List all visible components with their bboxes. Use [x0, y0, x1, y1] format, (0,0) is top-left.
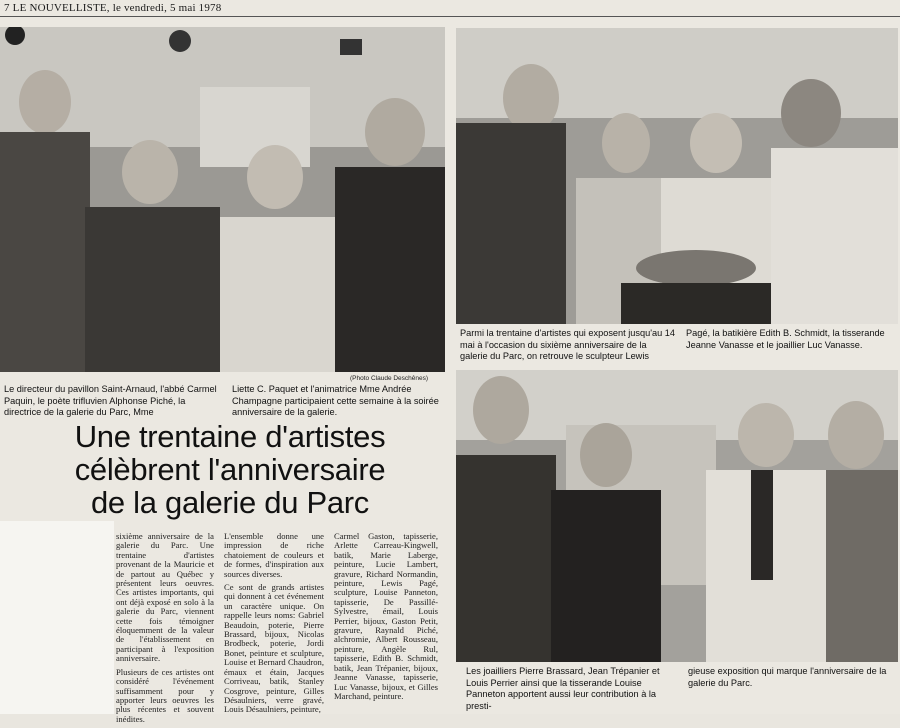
article-paragraph: Ce sont de grands artistes qui donnent à cet événement un caractère unique. On rappelle leurs noms: Gabriel Beaudoin, poterie, Pierre Brassard, bijoux, Nicolas Brodbeck, poterie, Jordi Bonet, peinture et sculpture, Louise et Bernard Chaudron, émaux et étain, Jacques Corriveau, batik, Stanley Cosgrove, peinture, Gilles Désaulniers, verre gravé, Louis Désaulniers, peinture,	[224, 582, 324, 715]
article-column-3	[334, 532, 438, 705]
photo2-caption-right: Pagé, la batikière Edith B. Schmidt, la tisserande Jeanne Vanasse et le joaillier Luc Vanasse.	[686, 328, 885, 350]
headline-line-3: de la galerie du Parc	[90, 485, 370, 520]
photo3-caption-right: gieuse exposition qui marque l'anniversaire de la galerie du Parc.	[688, 666, 887, 688]
article-paragraph: Plusieurs de ces artistes ont considéré l'événement suffisamment pour y apporter leurs oeuvres les plus récentes et souvent inédites.	[116, 666, 214, 724]
headline-line-2: célèbrent l'anniversaire	[74, 452, 386, 487]
photo3-caption-left: Les joailliers Pierre Brassard, Jean Trépanier et Louis Perrier ainsi que la tisserande Louise Panneton apportent aussi leur contribution à la presti-	[466, 666, 660, 711]
photo1-caption-left: Le directeur du pavillon Saint-Arnaud, l'abbé Carmel Paquin, le poète trifluvien Alphonse Piché, la directrice de la galerie du Parc, Mme	[4, 384, 217, 418]
photo-credit: (Photo Claude Deschênes)	[350, 375, 429, 382]
article-column-2	[224, 532, 324, 719]
article-column-1	[116, 532, 214, 728]
headline-line-1: Une trentaine d'artistes	[74, 419, 386, 454]
photo2-caption-left: Parmi la trentaine d'artistes qui exposent jusqu'au 14 mai à l'occasion du sixième anniversaire de la galerie du Parc, on retrouve le sculpteur Lewis	[460, 328, 675, 362]
masthead: 7 LE NOUVELLISTE, le vendredi, 5 mai 1978	[4, 2, 222, 14]
torn-corner	[0, 521, 114, 714]
photo-group-four-people	[0, 27, 445, 372]
photo-jewellers-group	[456, 370, 898, 662]
article-headline	[20, 420, 440, 519]
photo1-caption-right: Liette C. Paquet et l'animatrice Mme Andrée Champagne participaient cette semaine à la soirée anniversaire de la galerie.	[232, 384, 439, 418]
article-paragraph: L'ensemble donne une impression de riche chatoiement de couleurs et de formes, d'inspiration aux sources diverses.	[224, 531, 324, 579]
photo-sculpture-group	[456, 28, 898, 324]
article-paragraph: Carmel Gaston, tapisserie, Arlette Carreau-Kingwell, batik, Marie Laberge, peinture, Lucie Lambert, gravure, Richard Normandin, peinture, Lewis Pagé, sculpture, Louise Panneton, tapisserie, De Passillé-Sylvestre, émail, Louis Perrier, bijoux, Gaston Petit, gravure, Raynald Piché, alchromie, Albert Rousseau, peinture, Angèle Rul, tapisserie, Edith B. Schmidt, batik, Jean Trépanier, bijoux, Jeanne Vanasse, tapisserie, Luc Vanasse, bijoux, et Gilles Marchand, peinture.	[334, 531, 438, 701]
article-paragraph: sixième anniversaire de la galerie du Parc. Une trentaine d'artistes provenant de la Mauricie et de partout au Québec y présentent leurs oeuvres. Ces artistes importants, qui ont déjà exposé en solo à la galerie du Parc, viennent cette fois témoigner éloquemment de la valeur de l'établissement en participant à l'exposition anniversaire.	[116, 531, 214, 664]
divider	[0, 16, 900, 17]
